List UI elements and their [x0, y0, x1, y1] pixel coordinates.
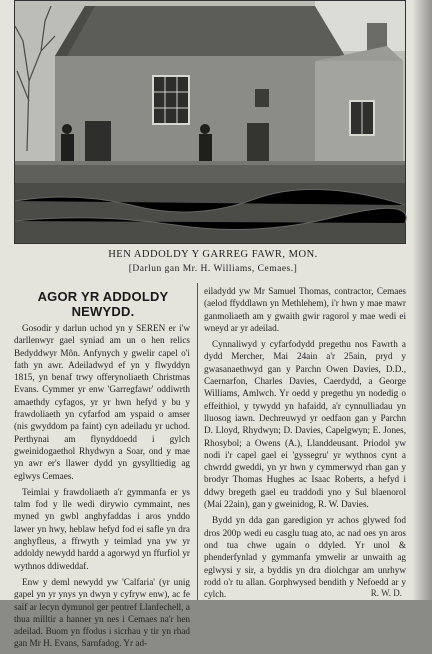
article-paragraph: Gosodir y darlun uchod yn y SEREN er i'w darllenwyr gael syniad am un o hen relics Bedyddwyr Môn. Anfynych y gwelir capel o'i fath yn awr. Adeiladwyd ef yn y flwyddyn 1815, yn benaf trwy offerynoliaeth Christmas Evans. Cymmer yr enw 'Garregfawr' oddiwrth amaethdy cyfagos, yr yr hwn hefyd y bu y frawdoliaeth yn cyfarfod am yspaid o amser (nis gwyddom pa faint) cyn adeiladu yr uchod. Perthynai am flynyddoedd i gylch gweinidogaethol Rhydwyn a Soar, ond y mae yn awr er's llawer dydd yn gysylltiedig ag eglwys Cemaes. [14, 323, 190, 481]
article-signature: R. W. D. [370, 588, 402, 598]
article-right-column [204, 285, 406, 604]
photo-credit: [Darlun gan Mr. H. Williams, Cemaes.] [128, 264, 298, 274]
article-left-column [14, 322, 190, 654]
column-divider [197, 283, 198, 600]
page-edge-shadow [412, 0, 432, 600]
article-paragraph: Bydd yn dda gan garedigion yr achos glywed fod dros 200p wedi eu casglu tuag ato, ac nad oes yn aros ond tua chwe ugain o ddyled. Yr unol & phenderfynlad y gymmanfa ymwelir ar unwaith ag eglwysi y sir, a byddis yn dra diolchgar am unrhyw rodd o'r tu allan. Gorphwysed bendith y Nefoedd ar y cylch. [204, 515, 406, 600]
article-heading: AGOR YR ADDOLDY NEWYDD. [37, 289, 169, 319]
article-paragraph: Enw y deml newydd yw 'Calfaria' (yr unig gapel yn yr ynys yn dwyn y cyfryw enw), ac fe saif ar lecyn dymunol ger pentref Llanfechell, a thua milltir a hanner yn nes i Cemaes na'r hen adeilad. Buom yn ffodus i sicrhau y tir yn rhad gan Mr H. Evans, Sarnfadog. Yr ad- [14, 576, 190, 649]
article-paragraph: eiladydd yw Mr Samuel Thomas, contractor, Cemaes (aelod ffyddlawn yn Methlehem), i'r hwn y mae mawr ganmoliaeth am y gwaith gwir ragorol y mae wedi ei wneyd ar yr adeilad. [204, 286, 406, 333]
article-paragraph: Cynnaliwyd y cyfarfodydd pregethu nos Fawrth a dydd Mercher, Mai 24ain a'r 25ain, pryd y gwasanaethwyd gan y Parchn Owen Davies, D.D., Caernarfon, Charles Davies, Caerdydd, a George Williams, Amlwch. Yr oedd y pregethu yn nodedig o effeithiol, y tywydd yn hafaidd, a'r cynnulliadau yn lluosog iawn. Dechreuwyd yr oedfaon gan y Parchn D. Lloyd, Rhydwyn; D. Davies, Capelgwyn; E. Jones, Rhosybol; a Owens (A.), Llanddeusant. Priodol yw nodi i'r capel gael ei 'gyssegru' yr wythnos cynt a chwrdd gweddi, yn yr hwn y cymmerwyd rhan gan y brodyr Thomas Hughes ac Isaac Roberts, a hefyd i ddwy bregeth gael eu traddodi yno y Sul blaenorol (Mai 22ain), gan y gweinidog, R. W. Davies. [204, 339, 406, 510]
article-paragraph: Teimlai y frawdoliaeth a'r gymmanfa er ys talm fod y lle wedi dirywio cymmaint, nes myned yn gwbl anghyfaddas i aros ynddo lawer yn hwy, heblaw hefyd fod ei safle yn dra anghyfleus, a ffrwyth y teimlad yna yw yr addoldy newydd hardd a agorwyd yn ffurfiol yr wythnos ddiweddaf. [14, 486, 190, 571]
photo-caption: HEN ADDOLDY Y GARREG FAWR, MON. [108, 249, 318, 260]
chapel-photograph [14, 0, 406, 244]
